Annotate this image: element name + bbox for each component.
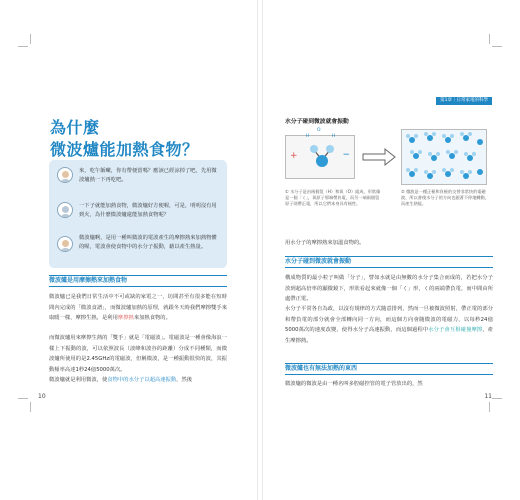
page-number: 10: [38, 393, 46, 400]
crop-mark: [30, 34, 31, 44]
crop-mark: [18, 398, 28, 399]
crop-mark: [489, 34, 490, 44]
paragraph-3: [49, 375, 227, 386]
chapter-tab: 第1章｜日常家電的科學: [436, 97, 492, 105]
text-run: 微波爐已是我們日常生活中不可或缺的家電之一，坊間甚至有很多能在短時間內完成的「微波食譜」，而微波爐加熱的原理，就跟冬天時我們摩擦雙手來取暖一樣，: [49, 294, 227, 321]
crop-mark: [18, 46, 28, 47]
child-avatar-icon: [57, 236, 73, 252]
arrow-right-icon: [361, 147, 397, 167]
dialog-line-2: 一下子就能加熱食物，微波爐好方便喔，可是，明明沒有用到火，為什麼微波爐還能加熱食物呢？: [79, 203, 217, 218]
left-page: [0, 0, 258, 500]
figure-caption-left: ① 水分子是由兩個氫（H）和氧（O）組成，形狀像是一個「く」，氧原子那端帶負電，而另一端兩個氫原子則帶正電，所以它們本身具有極性。: [285, 189, 381, 206]
highlight-collision: 水分子會互相碰撞摩擦: [428, 327, 483, 333]
child-avatar-icon: [57, 167, 73, 183]
section-heading-1: 水分子碰到微波就會振動: [285, 256, 493, 268]
section-1-paragraph-a: 構成物質的最小粒子叫做「分子」，譬如水就是由無數的水分子集合而成的，若把水分子放到超高倍率的顯微鏡下，形狀看起來就像一個「く」形，く的兩端帶負電，而中間由所處帶正電。: [285, 275, 493, 302]
plus-sign: +: [290, 151, 298, 161]
text-run: ，然後: [176, 377, 193, 383]
page-number: 11: [484, 393, 492, 400]
title-line-1: 為什麼: [50, 118, 100, 137]
molecule-figure: [285, 129, 493, 225]
page-title: [50, 117, 199, 161]
title-line-2: 微波爐能加熱食物？: [50, 140, 199, 159]
figure-caption-right: ② 微波是一種正極和負極的交替非常快的電磁波，所以會使水分子的方向也跟著不停地轉動，而產生熱能。: [401, 189, 489, 206]
dialog-box: [49, 160, 227, 268]
intro-paragraph: 用水分子的摩擦熱來加溫食物的。: [285, 240, 365, 246]
text-run: 微波爐就是利用微波，使: [49, 377, 108, 383]
crop-mark: [489, 402, 490, 412]
highlight-water-molecule: 食物中的水分子以超高速振動: [107, 377, 177, 383]
text-run: 來加熱食物的。: [133, 315, 171, 321]
paragraph-1: [49, 292, 227, 324]
water-molecules-icon: [402, 130, 488, 186]
paragraph-2: 而微波爐用來摩擦生熱的「雙手」就是「電磁波」。電磁波是一種會像海浪一樣上下振動的波，可以依照波長（波峰和波谷的距離）分成不同種類，而微波爐所使用的是2.45GHz的電磁波，但稱微波，是一種振動很快的波，其振動頻率高達1秒24億5000萬次。: [49, 335, 227, 373]
text-run: 水分子平常各自為政，以沒有規律的方式隨意排列，然而一旦被微波照射，帶正電的部分和帶負電的部分就會全部轉向同一方向，而這個方向會隨微波的電磁力，以每秒24億5000萬次的速度改變，使得水分子高速振動，而這個過程中: [285, 306, 493, 333]
water-molecule-icon: [308, 142, 336, 174]
text-run: ，是利用: [96, 315, 118, 321]
oxygen-label: O: [317, 128, 321, 133]
adult-avatar-icon: [57, 202, 73, 218]
figure-title: 水分子碰到微波就會振動: [285, 119, 349, 125]
section-heading: 微波爐是用摩擦熱來加熱食物: [49, 275, 227, 287]
dialog-line-1: 來，吃午飯囉，你有帶便當嗎？應該已經涼掉了吧，先用微波爐熱一下再吃吧。: [79, 168, 217, 183]
crop-mark: [492, 398, 502, 399]
section-heading-2: 微波爐也有無法加熱的東西: [285, 363, 493, 375]
section-2-paragraph: 微波爐的微波是由一種名叫多腔磁控管的電子管放出的，然: [285, 381, 423, 387]
minus-sign: −: [342, 150, 350, 160]
many-molecules-panel: [401, 129, 487, 185]
crop-mark: [492, 46, 502, 47]
text-run: ，產生摩擦熱。: [285, 327, 493, 344]
hydrogen-label: H: [306, 134, 310, 139]
highlight-friction-heat: 摩擦熱: [117, 315, 134, 321]
hydrogen-label: H: [332, 134, 336, 139]
right-page: [262, 0, 520, 500]
section-1-paragraph-b: [285, 304, 493, 346]
dialog-line-3: 微波爐啊，是用一種叫微波的電波產生的摩擦熱來加熱物體的喔，電波會使食物中的水分子振動，藉以產生熱量。: [79, 235, 217, 250]
crop-mark: [30, 402, 31, 412]
single-molecule-panel: [285, 128, 355, 179]
text-run: 摩擦生熱: [75, 315, 97, 321]
